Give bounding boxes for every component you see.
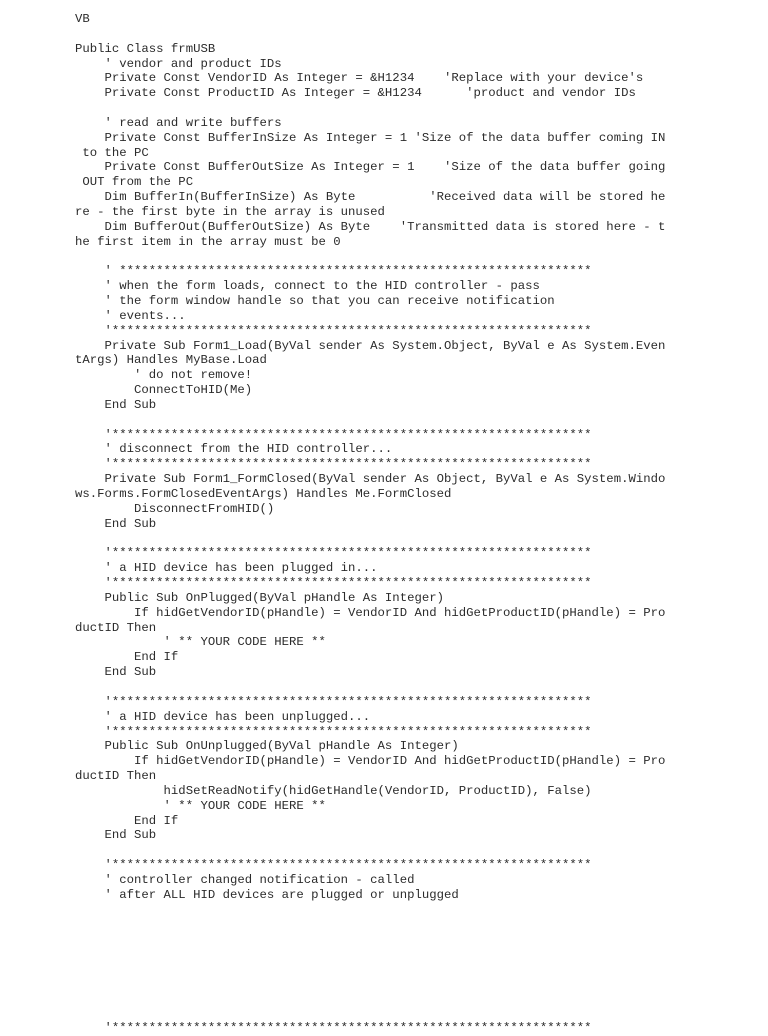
code-line: ' disconnect from the HID controller...	[75, 442, 393, 457]
code-line	[75, 917, 665, 932]
code-line: '*****************************************************************	[75, 724, 592, 739]
code-line	[75, 992, 665, 1007]
code-line: '*****************************************************************	[75, 323, 592, 338]
code-line: ws.Forms.FormClosedEventArgs) Handles Me.FormClosed	[75, 487, 452, 501]
code-line: '*****************************************************************	[75, 457, 592, 472]
code-line	[75, 1007, 665, 1022]
code-line: ' when the form loads, connect to the HID controller - pass	[75, 279, 540, 294]
code-line: End Sub	[75, 516, 157, 531]
code-line: DisconnectFromHID()	[75, 501, 275, 516]
code-line	[75, 101, 665, 116]
code-line: ' ** YOUR CODE HERE **	[75, 635, 326, 650]
code-line: If hidGetVendorID(pHandle) = VendorID And hidGetProductID(pHandle) = Pro	[75, 605, 666, 620]
code-line: ' a HID device has been unplugged...	[75, 709, 371, 724]
code-line: ' controller changed notification - called	[75, 872, 415, 887]
code-line: ' ** YOUR CODE HERE **	[75, 798, 326, 813]
code-line	[75, 932, 665, 947]
code-line: End Sub	[75, 828, 157, 843]
code-line	[75, 962, 665, 977]
code-line: VB	[75, 12, 90, 26]
code-line	[75, 250, 665, 265]
code-line: ConnectToHID(Me)	[75, 383, 253, 398]
code-line: '*****************************************************************	[75, 858, 592, 873]
code-line: Dim BufferIn(BufferInSize) As Byte 'Received data will be stored he	[75, 190, 666, 205]
code-line: End Sub	[75, 397, 157, 412]
code-line	[75, 532, 665, 547]
code-line: Private Const BufferInSize As Integer = 1 'Size of the data buffer coming IN	[75, 130, 666, 145]
code-line: re - the first byte in the array is unused	[75, 204, 385, 219]
code-line: to the PC	[75, 145, 149, 160]
code-line: ' events...	[75, 308, 186, 323]
code-line: ' a HID device has been plugged in...	[75, 561, 378, 576]
code-line: ' ****************************************************************	[75, 264, 592, 279]
code-line: Public Sub OnUnplugged(ByVal pHandle As Integer)	[75, 739, 459, 754]
code-line	[75, 680, 665, 695]
code-line: '*****************************************************************	[75, 576, 592, 591]
code-line: he first item in the array must be 0	[75, 234, 341, 249]
code-line: Dim BufferOut(BufferOutSize) As Byte 'Transmitted data is stored here - t	[75, 219, 666, 234]
code-line: Private Const VendorID As Integer = &H1234 'Replace with your device's	[75, 71, 644, 86]
code-line	[75, 947, 665, 962]
code-line: '*****************************************************************	[75, 694, 592, 709]
code-line: ' vendor and product IDs	[75, 56, 282, 71]
code-line: OUT from the PC	[75, 175, 194, 190]
code-line: Private Sub Form1_FormClosed(ByVal sender As Object, ByVal e As System.Windo	[75, 472, 666, 487]
code-line: ductID Then	[75, 769, 157, 784]
code-line: Private Const BufferOutSize As Integer = 1 'Size of the data buffer going	[75, 160, 666, 175]
code-line: '*****************************************************************	[75, 546, 592, 561]
code-listing	[75, 12, 665, 1036]
code-line: Public Sub OnPlugged(ByVal pHandle As Integer)	[75, 590, 444, 605]
code-line: Private Const ProductID As Integer = &H1234 'product and vendor IDs	[75, 86, 636, 101]
code-line: hidSetReadNotify(hidGetHandle(VendorID, ProductID), False)	[75, 783, 592, 798]
code-line: Public Class frmUSB	[75, 41, 216, 56]
code-line: ' the form window handle so that you can receive notification	[75, 294, 555, 309]
code-line: ' after ALL HID devices are plugged or unplugged	[75, 887, 459, 902]
code-line	[75, 903, 665, 918]
code-line: '*****************************************************************	[75, 1021, 592, 1036]
code-line: ductID Then	[75, 620, 157, 635]
code-line: If hidGetVendorID(pHandle) = VendorID And hidGetProductID(pHandle) = Pro	[75, 754, 666, 769]
code-line	[75, 413, 665, 428]
code-line	[75, 27, 665, 42]
code-line	[75, 843, 665, 858]
code-line: End If	[75, 813, 179, 828]
code-line: End Sub	[75, 665, 157, 680]
code-line: ' do not remove!	[75, 368, 253, 383]
code-line: Private Sub Form1_Load(ByVal sender As System.Object, ByVal e As System.Even	[75, 338, 666, 353]
code-line: ' read and write buffers	[75, 115, 282, 130]
code-line: tArgs) Handles MyBase.Load	[75, 353, 267, 368]
code-line	[75, 977, 665, 992]
code-line: End If	[75, 650, 179, 665]
code-line: '*****************************************************************	[75, 427, 592, 442]
